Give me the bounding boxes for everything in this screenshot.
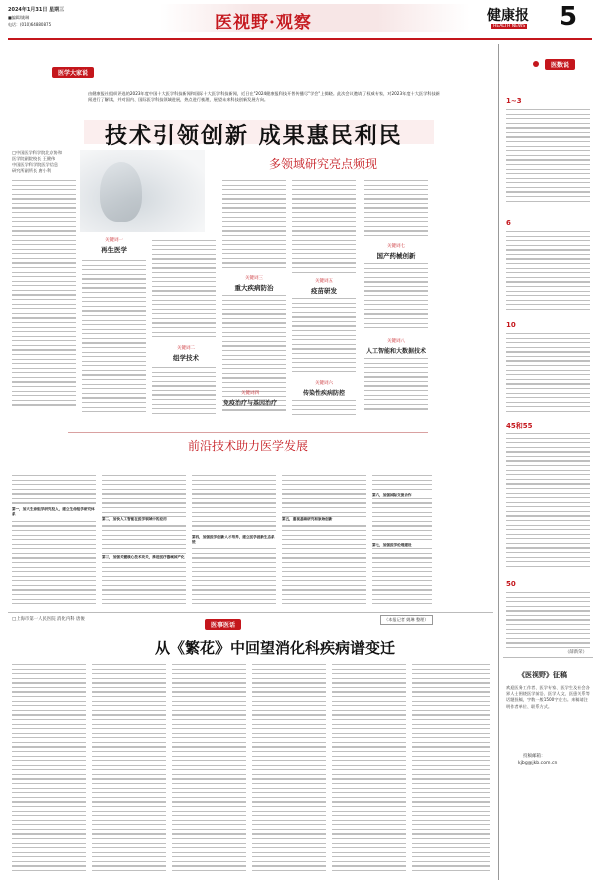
column-5-text-top <box>292 180 356 275</box>
s2-heading-4: 第四，加强医学创新人才培养，建立医学创新生态系统 <box>192 535 275 545</box>
bottom-col-5 <box>332 664 406 879</box>
s2-heading-2: 第二，加快人工智能在医学领域中的应用 <box>102 517 186 522</box>
bottom-headline: 从《繁花》中回望消化科疾病谱变迁 <box>155 639 396 657</box>
reporter-byline: （本报记者 姚琳 整理） <box>380 615 433 625</box>
author-line-1: □中国医学科学院北京协和 <box>12 150 63 155</box>
stat-3-text <box>506 333 590 415</box>
author-line-3: 中国医学科学院医学信息 <box>12 162 59 167</box>
keyword-5 <box>294 278 354 295</box>
section-badge: 医学大家说 <box>52 67 94 78</box>
section-1-title: 多领域研究亮点频现 <box>268 157 377 171</box>
s2-column-4 <box>282 475 366 610</box>
call-for-papers-title: 《医视野》征稿 <box>518 671 567 679</box>
column-5-text-bottom <box>292 400 356 416</box>
bottom-divider <box>8 612 493 613</box>
robot-figure-icon <box>100 162 142 222</box>
bottom-col-2 <box>92 664 166 879</box>
page-number: 5 <box>559 2 578 32</box>
keyword-2 <box>156 345 216 362</box>
s2-heading-5: 第五，重视基础研究和原始创新 <box>282 517 366 522</box>
stat-5-number: 50 <box>506 580 516 588</box>
stat-3-number: 10 <box>506 321 516 329</box>
s2-heading-1: 第一，加大生命组学研究投入，建立生命组学研究体系 <box>12 507 95 517</box>
keyword-3-tag: 关键词三 <box>245 276 263 281</box>
stat-4-number: 45和55 <box>506 422 533 430</box>
section-title: 医视野·观察 <box>215 13 312 33</box>
author-line-2: 医学院副院校长 王健伟 <box>12 156 56 161</box>
keyword-1-tag: 关键词一 <box>105 238 123 243</box>
column-6-text-bottom <box>364 358 428 416</box>
column-5-text-mid <box>292 298 356 378</box>
keyword-7-title: 国产药械创新 <box>376 252 416 260</box>
paper-title: 健康报 <box>487 8 529 24</box>
feature-article <box>8 45 493 635</box>
column-3-text-bottom <box>152 367 216 417</box>
keyword-6-tag: 关键词六 <box>315 381 333 386</box>
author-block <box>12 150 76 174</box>
stat-2-text <box>506 231 590 313</box>
s2-heading-7: 第七，加强医学伦理建设 <box>372 543 432 548</box>
bottom-col-4 <box>252 664 326 879</box>
bottom-badge: 医事医话 <box>205 619 241 630</box>
keyword-1-title: 再生医学 <box>101 246 127 254</box>
keyword-3-title: 重大疾病防治 <box>234 284 274 292</box>
data-sidebar <box>503 45 593 880</box>
keyword-3 <box>224 275 284 292</box>
s2-column-1 <box>12 475 96 610</box>
stat-2-number: 6 <box>506 219 511 227</box>
keyword-4-title: 免疫治疗与基因治疗 <box>222 400 277 407</box>
editor-line: ■编辑/姚琳 <box>8 15 30 20</box>
keyword-7-tag: 关键词七 <box>387 244 405 249</box>
keyword-2-tag: 关键词二 <box>177 346 195 351</box>
email-address[interactable]: kjbg@jkb.com.cn <box>518 761 558 766</box>
keyword-4 <box>208 390 292 407</box>
keyword-2-title: 组学技术 <box>173 354 199 362</box>
stat-1-text <box>506 109 590 209</box>
column-3-text-top <box>152 240 216 340</box>
keyword-6 <box>294 380 354 397</box>
keyword-6-title: 传染性疾病防控 <box>302 390 345 397</box>
section-banner <box>160 4 470 32</box>
sidebar-divider <box>498 44 499 880</box>
keyword-7 <box>366 243 426 260</box>
s2-column-2 <box>102 475 186 610</box>
sidebar-badge: 医数说 <box>545 59 575 70</box>
column-4-text-top <box>222 180 286 272</box>
sidebar-rule <box>503 657 593 658</box>
keyword-4-tag: 关键词四 <box>241 391 259 396</box>
keyword-5-title: 疫苗研发 <box>311 287 337 295</box>
email-label: 投稿邮箱： <box>523 754 546 759</box>
dna-robot-photo <box>80 150 205 232</box>
column-6-text-mid <box>364 263 428 335</box>
author-line-4: 研究所副所长 唐小利 <box>12 168 52 173</box>
bottom-col-3 <box>172 664 246 879</box>
sidebar-dot-icon <box>533 61 539 67</box>
s2-heading-6: 第六，加强国际交流合作 <box>372 493 432 498</box>
keyword-1 <box>84 237 144 254</box>
masthead-rule <box>8 38 592 40</box>
stat-4-text <box>506 433 590 571</box>
stat-1-number: 1~3 <box>506 97 522 105</box>
column-2-text <box>82 260 146 415</box>
paper-title-en: HEALTH NEWS <box>493 24 526 29</box>
column-6-text-top <box>364 180 428 240</box>
bottom-col-1 <box>12 664 86 879</box>
feature-headline: 技术引领创新 成果惠民利民 <box>105 124 403 149</box>
sidebar-signature: （薛新荣） <box>565 650 587 655</box>
phone-line: 电话：(010)64880875 <box>8 22 52 27</box>
bottom-author: □上海市第一人民医院 消化内科 唐俊 <box>12 617 85 622</box>
keyword-5-tag: 关键词五 <box>315 279 333 284</box>
section-2-rule <box>68 432 428 433</box>
bottom-col-6 <box>412 664 490 879</box>
column-1-text <box>12 180 76 410</box>
section-2-title: 前沿技术助力医学发展 <box>187 439 308 453</box>
keyword-8 <box>358 338 434 355</box>
keyword-8-title: 人工智能和大数据技术 <box>365 348 426 355</box>
call-for-papers-body: 欢迎医务工作者、医学专家、医学生及社会各界人士围绕医学前沿、医学人文、医患关系等话题投稿，字数一般1500字左右。来稿请注明作者单位、联系方式。 <box>506 685 590 709</box>
keyword-8-tag: 关键词八 <box>387 339 405 344</box>
masthead <box>0 0 600 44</box>
s2-heading-3: 第三，加强关键核心技术攻关，推进医疗器械国产化 <box>102 555 185 559</box>
stat-5-text <box>506 592 590 650</box>
intro-paragraph: 由健康报社组织评选的2023年度中国十大医学科技新闻和国际十大医学科技新闻，近日在"2024健康报科技开普传播尽"学会"上揭晓。此次会议邀请了权威专家，对2023年度十大医学科技新闻进行了解读，并对国内、国际医学科技领域进展，热点进行梳理，展望未来科技创新发展方向。 <box>88 91 440 102</box>
issue-date: 2024年1月31日 星期三 <box>8 7 65 13</box>
masthead-info <box>8 6 128 28</box>
